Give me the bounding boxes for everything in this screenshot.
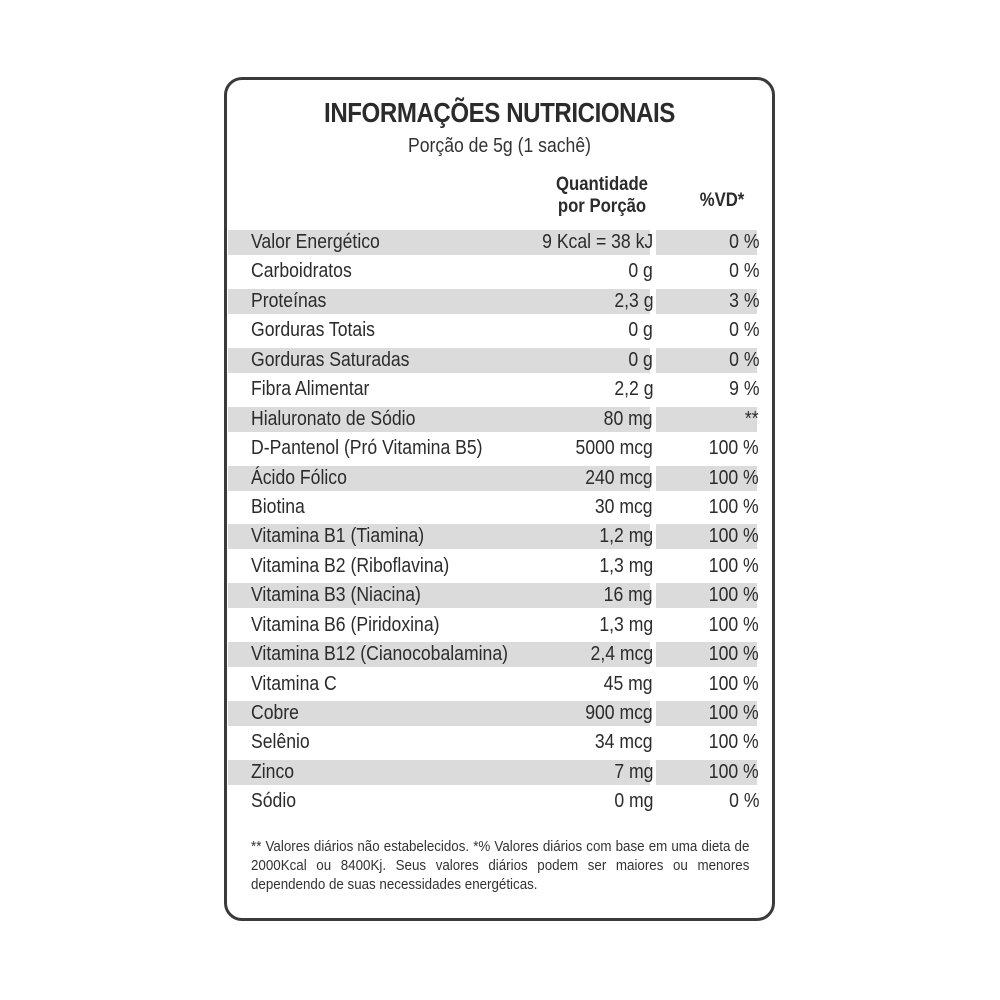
footnote: ** Valores diários não estabelecidos. *% Valores diários com base em uma dieta de 2000Kcal ou 8400Kj. Seus valores diários podem ser maiores ou menores dependendo de suas necessidades energéticas.	[251, 838, 750, 893]
row-stripe	[228, 701, 757, 726]
header-quantity-line2: por Porção	[557, 196, 647, 217]
table-row	[227, 228, 772, 257]
nutrient-name: Vitamina B2 (Riboflavina)	[251, 554, 450, 577]
nutrient-daily-value: 100 %	[709, 584, 759, 607]
nutrient-quantity: 1,3 mg	[599, 554, 653, 577]
nutrient-quantity: 30 mcg	[595, 495, 653, 518]
nutrient-name: Gorduras Totais	[251, 319, 375, 342]
nutrient-daily-value: 100 %	[709, 495, 759, 518]
nutrient-name: Proteínas	[251, 289, 327, 312]
nutrient-daily-value: 100 %	[709, 643, 759, 666]
table-row	[227, 257, 772, 286]
nutrient-quantity: 0 g	[628, 348, 653, 371]
nutrient-daily-value: 9 %	[728, 378, 759, 401]
nutrient-name: Vitamina C	[251, 672, 337, 695]
nutrient-quantity: 7 mg	[613, 760, 653, 783]
header-quantity	[536, 174, 668, 218]
nutrient-daily-value: 0 %	[728, 790, 759, 813]
nutrient-name: Vitamina B12 (Cianocobalamina)	[251, 643, 508, 666]
nutrient-name: Vitamina B3 (Niacina)	[251, 584, 421, 607]
table-row	[227, 611, 772, 640]
panel-title: INFORMAÇÕES NUTRICIONAIS	[324, 97, 675, 128]
nutrient-name: Fibra Alimentar	[251, 378, 370, 401]
nutrient-quantity: 900 mcg	[585, 702, 653, 724]
nutrient-daily-value: 0 %	[728, 260, 759, 283]
table-row	[227, 464, 772, 493]
nutrient-daily-value: 3 %	[728, 289, 759, 312]
table-row	[227, 640, 772, 669]
nutrient-quantity: 9 Kcal = 38 kJ	[541, 231, 653, 253]
table-row	[227, 316, 772, 345]
nutrient-daily-value: 100 %	[709, 613, 759, 636]
nutrient-daily-value: 100 %	[709, 672, 759, 695]
nutrient-daily-value: 0 %	[728, 319, 759, 342]
nutrient-daily-value: 100 %	[709, 702, 759, 724]
nutrient-daily-value: 100 %	[709, 437, 759, 460]
nutrient-quantity: 16 mg	[604, 584, 653, 607]
nutrient-quantity: 2,3 g	[613, 289, 653, 312]
nutrient-quantity: 1,3 mg	[599, 613, 653, 636]
nutrient-name: D-Pantenol (Pró Vitamina B5)	[251, 437, 483, 460]
table-row	[227, 522, 772, 551]
nutrient-quantity: 0 g	[628, 319, 653, 342]
nutrient-name: Vitamina B1 (Tiamina)	[251, 525, 425, 548]
header-daily-value: %VD*	[699, 190, 745, 211]
nutrient-daily-value: 100 %	[709, 525, 759, 548]
table-row	[227, 581, 772, 610]
nutrient-daily-value: 100 %	[709, 760, 759, 783]
table-row	[227, 287, 772, 316]
nutrient-name: Sódio	[251, 790, 297, 813]
serving-size: Porção de 5g (1 sachê)	[408, 135, 591, 157]
row-stripe	[228, 760, 757, 785]
table-row	[227, 434, 772, 463]
nutrient-name: Gorduras Saturadas	[251, 348, 410, 371]
table-row	[227, 493, 772, 522]
nutrient-quantity: 80 mg	[604, 407, 653, 430]
table-row	[227, 699, 772, 728]
nutrient-name: Ácido Fólico	[251, 466, 347, 489]
nutrient-quantity: 0 g	[628, 260, 653, 283]
nutrient-name: Zinco	[251, 760, 295, 783]
nutrient-daily-value: 100 %	[709, 554, 759, 577]
nutrient-quantity: 1,2 mg	[599, 525, 653, 548]
table-row	[227, 728, 772, 757]
nutrient-quantity: 240 mcg	[585, 466, 653, 489]
nutrient-name: Biotina	[251, 495, 305, 518]
nutrient-name: Valor Energético	[251, 231, 380, 253]
nutrient-name: Hialuronato de Sódio	[251, 407, 416, 430]
nutrient-quantity: 2,4 mcg	[590, 643, 653, 666]
nutrient-quantity: 5000 mcg	[575, 437, 653, 460]
table-row	[227, 787, 772, 816]
table-row	[227, 346, 772, 375]
table-row	[227, 375, 772, 404]
table-row	[227, 758, 772, 787]
nutrient-name: Vitamina B6 (Piridoxina)	[251, 613, 440, 636]
table-row	[227, 405, 772, 434]
table-row	[227, 670, 772, 699]
nutrient-daily-value: 100 %	[709, 731, 759, 754]
nutrient-table	[227, 228, 772, 817]
nutrient-daily-value: **	[745, 407, 759, 430]
header-quantity-line1: Quantidade	[556, 174, 648, 195]
nutrient-quantity: 45 mg	[604, 672, 653, 695]
table-row	[227, 552, 772, 581]
nutrient-quantity: 2,2 g	[613, 378, 653, 401]
nutrition-facts-panel	[224, 77, 775, 921]
nutrient-quantity: 0 mg	[613, 790, 653, 813]
nutrient-daily-value: 100 %	[709, 466, 759, 489]
nutrient-name: Carboidratos	[251, 260, 352, 283]
nutrient-daily-value: 0 %	[728, 348, 759, 371]
nutrient-name: Cobre	[251, 702, 299, 724]
nutrient-daily-value: 0 %	[728, 231, 759, 253]
nutrient-quantity: 34 mcg	[595, 731, 653, 754]
nutrient-name: Selênio	[251, 731, 310, 754]
